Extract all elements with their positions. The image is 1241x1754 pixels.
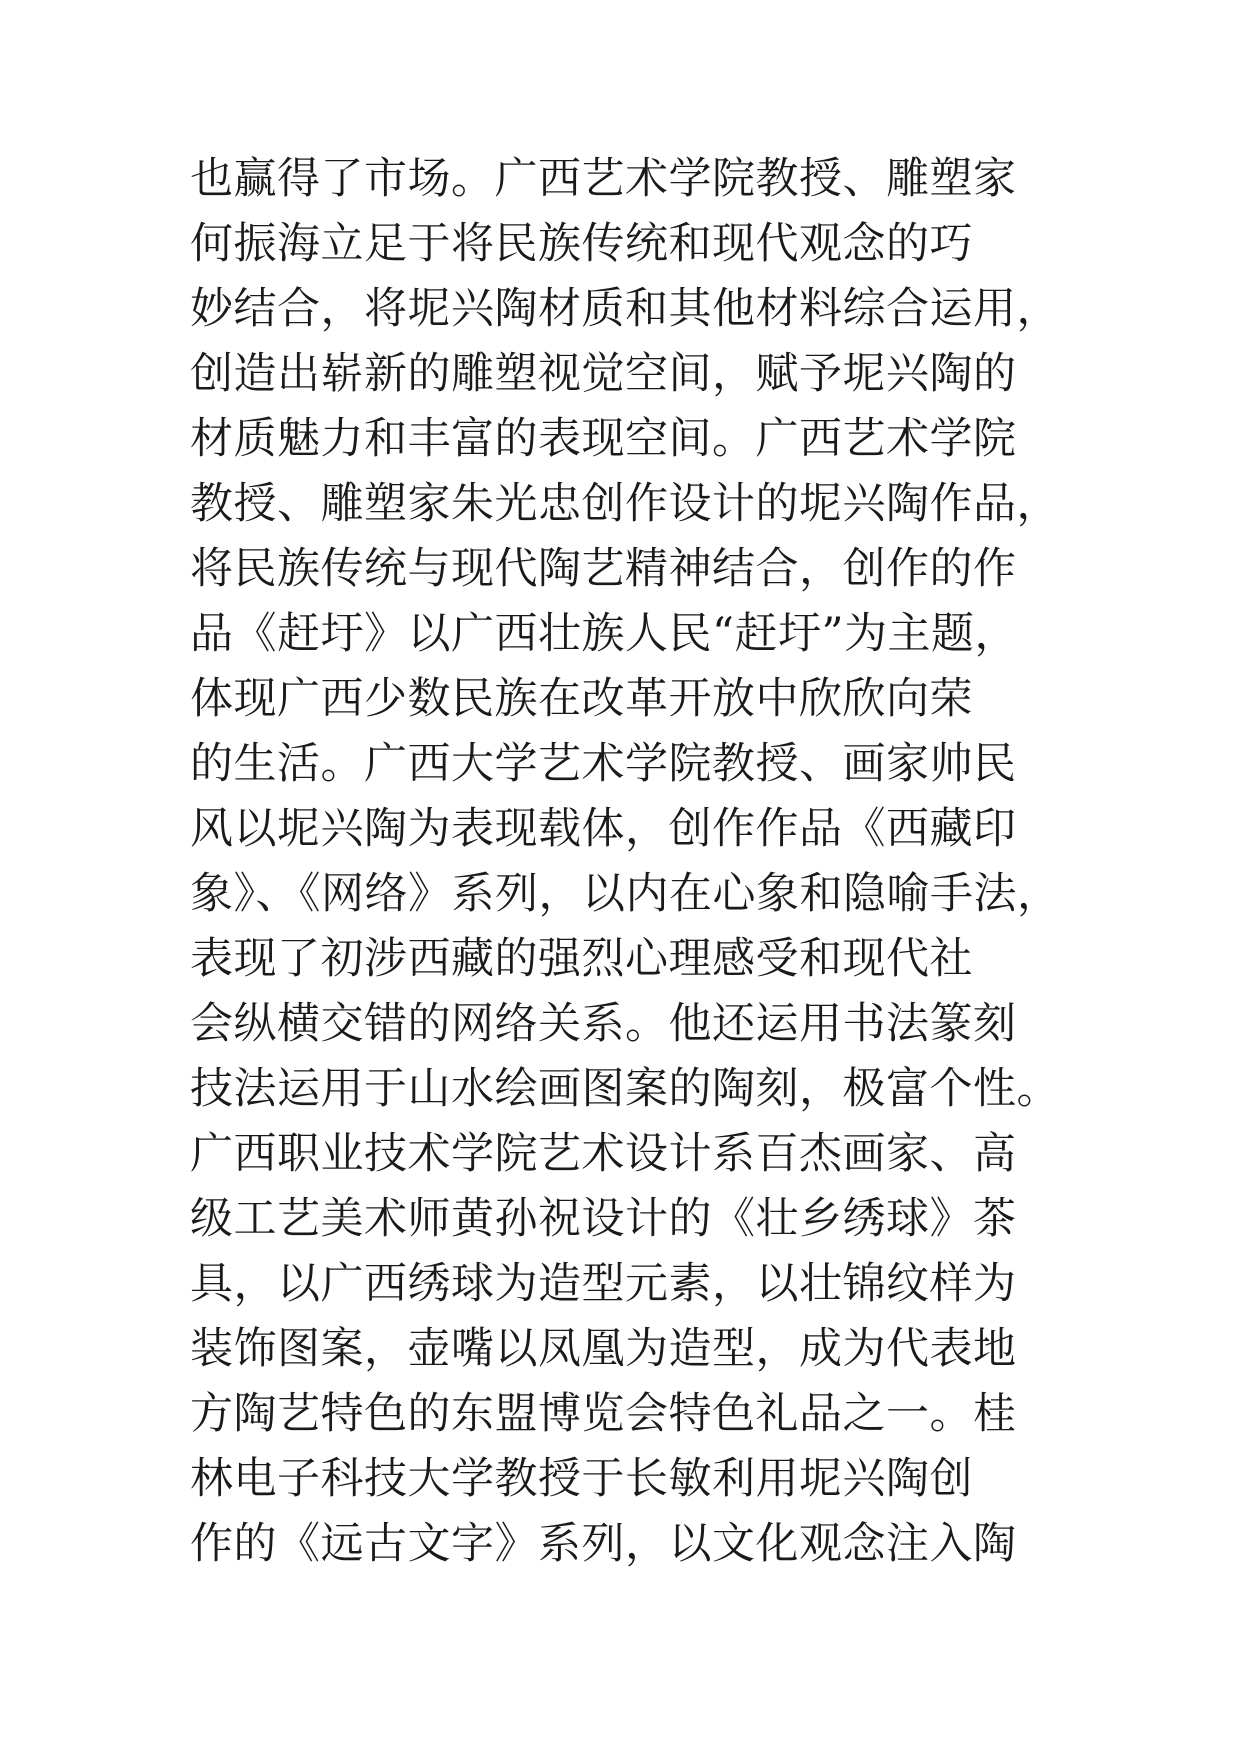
text-line: 体现广西少数民族在改革开放中欣欣向荣: [190, 674, 973, 724]
text-line: 品《赶圩》以广西壮族人民“赶圩”为主题，: [190, 609, 1018, 659]
body-text: [190, 147, 1190, 1577]
text-line: 具，以广西绣球为造型元素，以壮锦纹样为: [190, 1259, 1017, 1309]
text-line: 妙结合，将坭兴陶材质和其他材料综合运用，: [190, 284, 1060, 334]
text-line: 广西职业技术学院艺术设计系百杰画家、高: [190, 1129, 1017, 1179]
text-line: 风以坭兴陶为表现载体，创作作品《西藏印: [190, 804, 1017, 854]
text-line: 表现了初涉西藏的强烈心理感受和现代社: [190, 934, 973, 984]
text-line: 级工艺美术师黄孙祝设计的《壮乡绣球》茶: [190, 1194, 1017, 1244]
text-line: 林电子科技大学教授于长敏利用坭兴陶创: [190, 1454, 973, 1504]
text-line: 将民族传统与现代陶艺精神结合，创作的作: [190, 544, 1017, 594]
text-line: 作的《远古文字》系列，以文化观念注入陶: [190, 1519, 1017, 1569]
text-line: 教授、雕塑家朱光忠创作设计的坭兴陶作品，: [190, 479, 1060, 529]
text-line: 象》、《网络》系列，以内在心象和隐喻手法，: [190, 869, 1061, 919]
text-line: 何振海立足于将民族传统和现代观念的巧: [190, 219, 973, 269]
text-line: 创造出崭新的雕塑视觉空间，赋予坭兴陶的: [190, 349, 1017, 399]
text-line: 会纵横交错的网络关系。他还运用书法篆刻: [190, 999, 1017, 1049]
text-line: 装饰图案，壶嘴以凤凰为造型，成为代表地: [190, 1324, 1017, 1374]
text-line: 技法运用于山水绘画图案的陶刻，极富个性。: [190, 1064, 1060, 1114]
text-line: 材质魅力和丰富的表现空间。广西艺术学院: [190, 414, 1017, 464]
text-line: 的生活。广西大学艺术学院教授、画家帅民: [190, 739, 1017, 789]
text-line: 方陶艺特色的东盟博览会特色礼品之一。桂: [190, 1389, 1017, 1439]
text-line: 也赢得了市场。广西艺术学院教授、雕塑家: [190, 154, 1017, 204]
